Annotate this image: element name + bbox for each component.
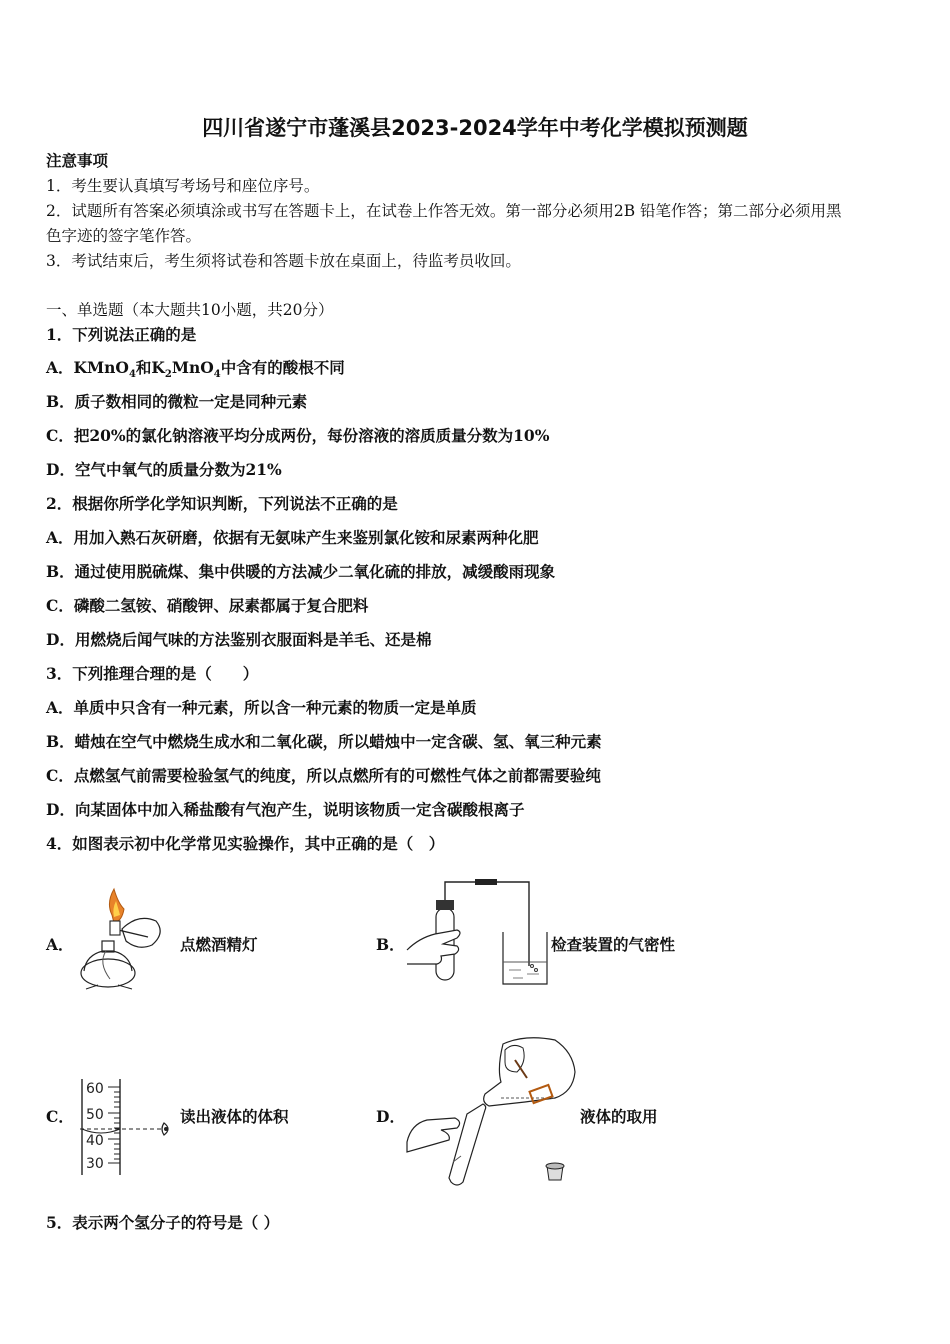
option-c: C．磷酸二氢铵、硝酸钾、尿素都属于复合肥料 — [46, 596, 369, 615]
tick-label: 60 — [86, 1081, 104, 1097]
question-stem: 2．根据你所学化学知识判断，下列说法不正确的是 — [46, 494, 398, 513]
option-b: B．蜡烛在空气中燃烧生成水和二氧化碳，所以蜡烛中一定含碳、氢、氧三种元素 — [46, 732, 602, 751]
section-heading: 一、单选题（本大题共10小题，共20分） — [46, 301, 334, 319]
option-d: D．用燃烧后闻气味的方法鉴别衣服面料是羊毛、还是棉 — [46, 630, 432, 649]
option-c-caption: 读出液体的体积 — [180, 1107, 289, 1126]
option-b-caption: 检查装置的气密性 — [551, 935, 676, 954]
option-c: C．把20%的氯化钠溶液平均分成两份，每份溶液的溶质质量分数为10% — [46, 426, 550, 445]
page-title: 四川省遂宁市蓬溪县2023-2024学年中考化学模拟预测题 — [202, 116, 748, 140]
question-stem: 4．如图表示初中化学常见实验操作，其中正确的是（ ） — [46, 834, 445, 853]
option-a-caption: 点燃酒精灯 — [180, 935, 258, 954]
notice-heading: 注意事项 — [46, 151, 109, 170]
subscript: 4 — [213, 369, 221, 381]
option-d: D．向某固体中加入稀盐酸有气泡产生，说明该物质一定含碳酸根离子 — [46, 800, 525, 819]
question-stem: 3．下列推理合理的是（ ） — [46, 664, 259, 683]
airtightness-apparatus-figure — [405, 878, 555, 988]
alcohol-lamp-figure — [78, 885, 173, 995]
option-b-label: B． — [376, 935, 405, 954]
option-a-label: A． — [46, 935, 74, 954]
option-d-label: D． — [376, 1107, 405, 1126]
text-part: 和K — [135, 358, 165, 377]
option-c: C．点燃氢气前需要检验氢气的纯度，所以点燃所有的可燃性气体之前都需要验纯 — [46, 766, 601, 785]
notice-item: 1．考生要认真填写考场号和座位序号。 — [46, 177, 320, 195]
subscript: 2 — [164, 369, 172, 381]
question-stem: 5．表示两个氢分子的符号是（ ） — [46, 1213, 280, 1232]
text-part: A．KMnO — [46, 358, 129, 377]
text-part: MnO — [171, 358, 214, 377]
question-stem: 1．下列说法正确的是 — [46, 325, 197, 344]
option-d: D．空气中氧气的质量分数为21% — [46, 460, 282, 479]
notice-item: 2．试题所有答案必须填涂或书写在答题卡上，在试卷上作答无效。第一部分必须用2B 铅笔作答；第二部分必须用黑 — [46, 202, 842, 220]
tick-label: 30 — [86, 1156, 104, 1172]
text-part: 中含有的酸根不同 — [220, 358, 345, 377]
option-a: A．用加入熟石灰研磨，依据有无氨味产生来鉴别氯化铵和尿素两种化肥 — [46, 528, 539, 547]
option-a: A．单质中只含有一种元素，所以含一种元素的物质一定是单质 — [46, 698, 477, 717]
option-b: B．质子数相同的微粒一定是同种元素 — [46, 392, 308, 411]
tick-label: 50 — [86, 1107, 104, 1123]
option-c-label: C． — [46, 1107, 74, 1126]
notice-item: 3．考试结束后，考生须将试卷和答题卡放在桌面上，待监考员收回。 — [46, 252, 521, 270]
tick-label: 40 — [86, 1133, 104, 1149]
option-a — [46, 358, 345, 385]
option-b: B．通过使用脱硫煤、集中供暖的方法减少二氧化硫的排放，减缓酸雨现象 — [46, 562, 556, 581]
subscript: 4 — [128, 369, 136, 381]
liquid-pouring-figure — [405, 1032, 585, 1187]
option-d-caption: 液体的取用 — [580, 1107, 658, 1126]
graduated-cylinder-figure — [80, 1077, 180, 1177]
notice-item: 色字迹的签字笔作答。 — [46, 227, 202, 245]
